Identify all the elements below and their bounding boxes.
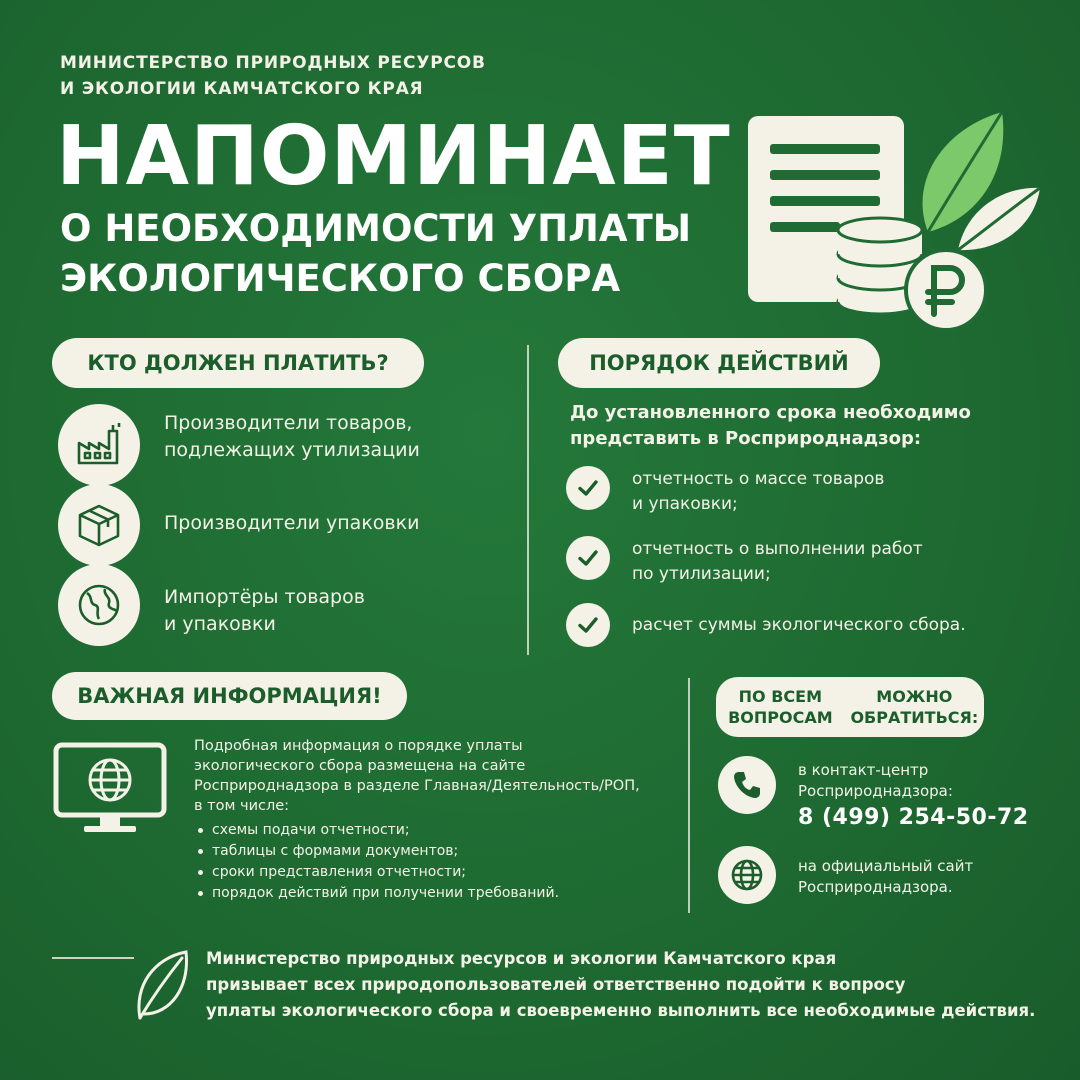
check-icon-circle xyxy=(566,466,610,510)
procedure-item-2 xyxy=(632,537,1052,587)
procedure-intro-line-1: До установленного срока необходимо xyxy=(570,402,971,423)
phone-number[interactable]: 8 (499) 254-50-72 xyxy=(798,805,1029,830)
procedure-title: ПОРЯДОК ДЕЙСТВИЙ xyxy=(558,338,880,388)
box-icon xyxy=(74,500,124,550)
headline: НАПОМИНАЕТ xyxy=(56,109,731,204)
who-item-1 xyxy=(164,410,504,464)
who-item-1-line-1: Производители товаров, xyxy=(164,412,413,434)
phone-label-line-1: в контакт-центр xyxy=(798,761,929,779)
divider-vertical-top xyxy=(527,345,529,655)
site-label xyxy=(798,856,1058,898)
phone-icon-circle xyxy=(718,756,776,814)
subhead-line-2: ЭКОЛОГИЧЕСКОГО СБОРА xyxy=(60,257,621,300)
who-item-3 xyxy=(164,584,504,638)
important-text xyxy=(194,736,684,904)
ministry-line-1: МИНИСТЕРСТВО ПРИРОДНЫХ РЕСУРСОВ xyxy=(60,53,486,73)
procedure-item-1 xyxy=(632,467,1052,517)
who-item-1-line-2: подлежащих утилизации xyxy=(164,439,420,461)
factory-icon-circle xyxy=(58,404,140,486)
phone-icon xyxy=(731,769,763,801)
procedure-intro-line-2: представить в Росприроднадзор: xyxy=(570,428,922,449)
footer-divider xyxy=(52,957,134,959)
list-item: таблицы с формами документов; xyxy=(194,841,684,862)
footer-line-3: уплаты экологического сбора и своевременно выполнить все необходимые действия. xyxy=(206,1001,1036,1020)
procedure-item-2-line-2: по утилизации; xyxy=(632,564,771,584)
phone-label xyxy=(798,760,1058,802)
factory-icon xyxy=(73,419,125,471)
subhead-line-1: О НЕОБХОДИМОСТИ УПЛАТЫ xyxy=(60,207,692,250)
check-icon-circle xyxy=(566,603,610,647)
ruble-icon xyxy=(906,250,986,330)
subheadline xyxy=(60,204,750,304)
phone-label-line-2: Росприроднадзора: xyxy=(798,782,953,800)
check-icon xyxy=(575,545,601,571)
important-line-2: экологического сбора размещена на сайте xyxy=(194,758,526,774)
site-label-line-2[interactable]: Росприроднадзора. xyxy=(798,878,953,896)
important-line-1: Подробная информация о порядке уплаты xyxy=(194,738,523,754)
footer-line-2: призывает всех природопользователей ответственно подойти к вопросу xyxy=(206,975,906,994)
who-pays-title: КТО ДОЛЖЕН ПЛАТИТЬ? xyxy=(52,338,424,388)
ministry-name xyxy=(60,50,620,102)
procedure-intro xyxy=(570,400,1030,452)
list-item: сроки представления отчетности; xyxy=(194,862,684,883)
procedure-item-3 xyxy=(632,613,1062,638)
web-icon-circle xyxy=(718,846,776,904)
check-icon-circle xyxy=(566,536,610,580)
leaf-outline-icon xyxy=(134,948,190,1024)
box-icon-circle xyxy=(58,484,140,566)
footer-line-1: Министерство природных ресурсов и экологии Камчатского края xyxy=(206,949,837,968)
procedure-item-1-line-1: отчетность о массе товаров xyxy=(632,469,885,489)
site-label-line-1: на официальный сайт xyxy=(798,857,974,875)
who-item-2-line-1: Производители упаковки xyxy=(164,512,420,534)
check-icon xyxy=(575,475,601,501)
list-item: схемы подачи отчетности; xyxy=(194,820,684,841)
globe-icon-circle xyxy=(58,564,140,646)
monitor-globe-icon xyxy=(52,742,168,836)
important-title: ВАЖНАЯ ИНФОРМАЦИЯ! xyxy=(52,672,407,720)
procedure-item-1-line-2: и упаковки; xyxy=(632,494,738,514)
who-item-3-line-1: Импортёры товаров xyxy=(164,586,365,608)
important-line-4: в том числе: xyxy=(194,798,290,814)
leaf-icon xyxy=(923,112,1040,250)
contacts-title-line-1: ПО ВСЕМ ВОПРОСАМ xyxy=(728,687,833,727)
ministry-line-2: И ЭКОЛОГИИ КАМЧАТСКОГО КРАЯ xyxy=(60,79,424,99)
who-item-3-line-2: и упаковки xyxy=(164,613,276,635)
globe-icon xyxy=(730,858,764,892)
procedure-item-3-line-1: расчет суммы экологического сбора. xyxy=(632,615,966,635)
list-item: порядок действий при получении требований. xyxy=(194,883,684,904)
globe-icon xyxy=(73,579,125,631)
contacts-title-line-2: МОЖНО ОБРАТИТЬСЯ: xyxy=(850,687,979,727)
contacts-title xyxy=(716,677,984,737)
hero-illustration xyxy=(740,100,1040,340)
check-icon xyxy=(575,612,601,638)
important-bullets xyxy=(194,820,684,904)
divider-vertical-bottom xyxy=(688,678,690,913)
procedure-item-2-line-1: отчетность о выполнении работ xyxy=(632,539,923,559)
who-item-2 xyxy=(164,510,504,537)
important-line-3: Росприроднадзора в разделе Главная/Деятельность/РОП, xyxy=(194,778,640,794)
footer-text xyxy=(206,946,1046,1024)
